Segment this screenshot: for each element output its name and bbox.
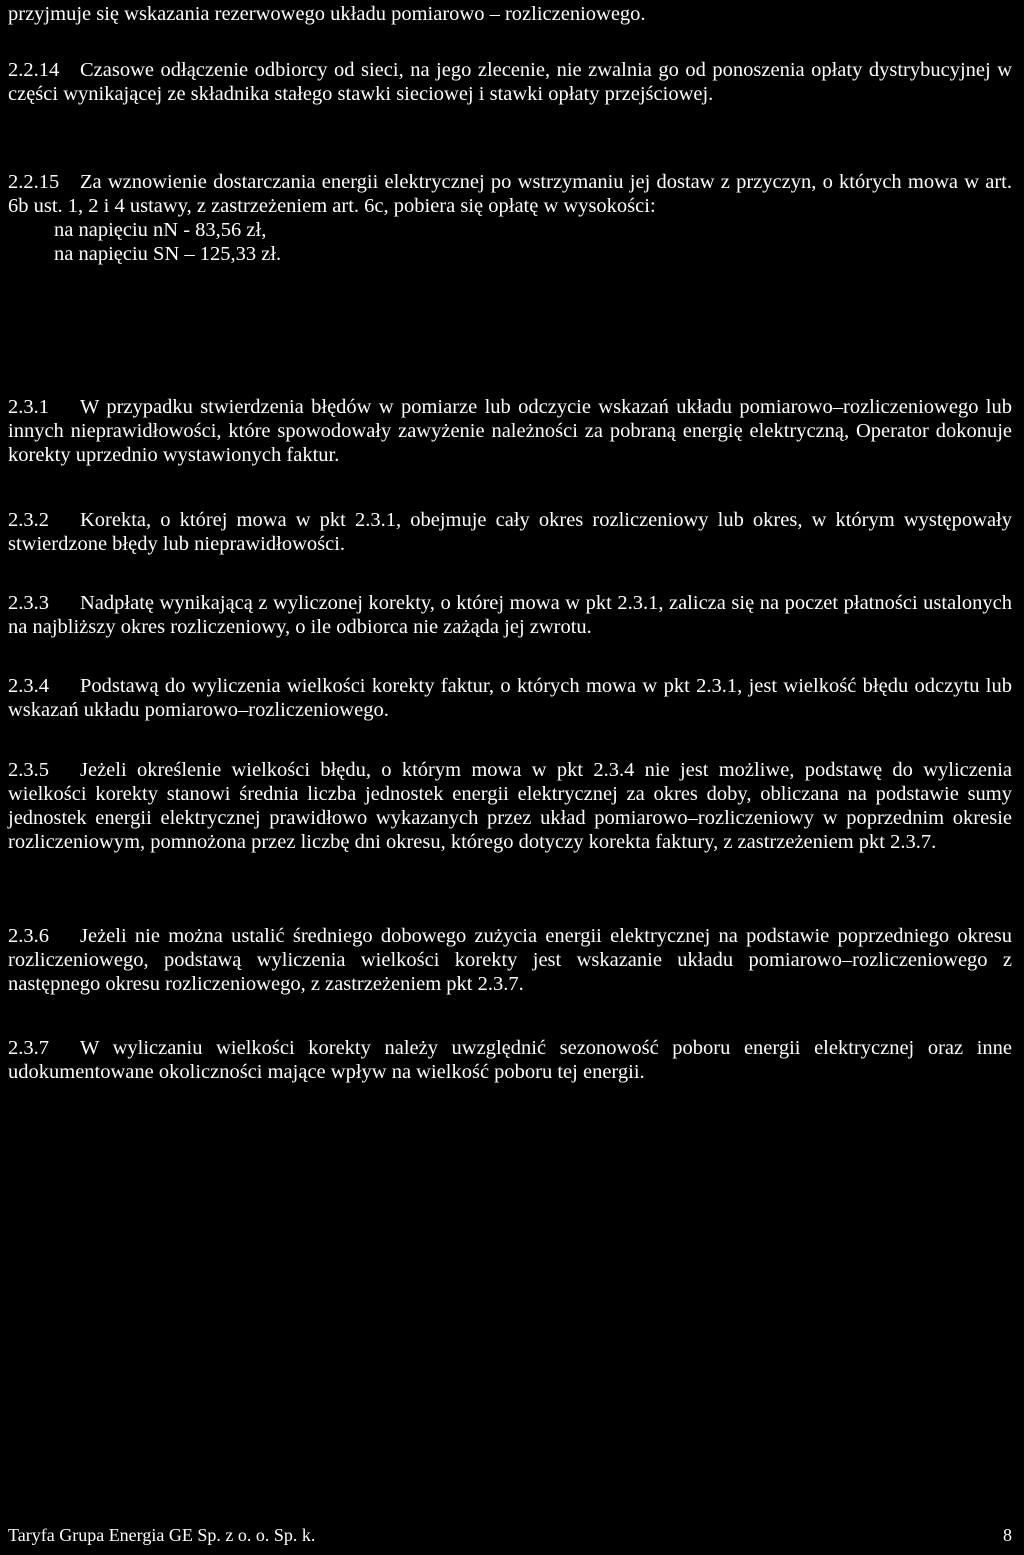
section-2-2-14 (8, 58, 1012, 106)
section-2-2-15 (8, 170, 1012, 266)
section-2-3-7 (8, 1036, 1012, 1084)
section-text: Podstawą do wyliczenia wielkości korekty faktur, o których mowa w pkt 2.3.1, jest wielkość błędu odczytu lub wskazań układu pomiarowo–rozliczeniowego. (8, 675, 1012, 721)
section-text: Korekta, o której mowa w pkt 2.3.1, obejmuje cały okres rozliczeniowy lub okres, w którym występowały stwierdzone błędy lub nieprawidłowości. (8, 509, 1012, 555)
section-2-3-1 (8, 395, 1012, 467)
section-number: 2.2.14 (8, 59, 60, 81)
section-2-3-3 (8, 591, 1012, 639)
section-number: 2.2.15 (8, 171, 60, 193)
section-number: 2.3.2 (8, 509, 49, 531)
section-2-3-2 (8, 508, 1012, 556)
page-number: 8 (1003, 1525, 1012, 1545)
section-number: 2.3.1 (8, 396, 49, 418)
section-text: W wyliczaniu wielkości korekty należy uwzględnić sezonowość poboru energii elektrycznej oraz inne udokumentowane okoliczności mające wpływ na wielkość poboru tej energii. (8, 1037, 1012, 1083)
section-text: W przypadku stwierdzenia błędów w pomiarze lub odczycie wskazań układu pomiarowo–rozliczeniowego lub innych nieprawidłowości, które spowodowały zawyżenie należności za pobraną energię elektryczną, Operator dokonuje korekty uprzednio wystawionych faktur. (8, 396, 1012, 466)
section-number: 2.3.4 (8, 675, 49, 697)
section-text: Jeżeli określenie wielkości błędu, o którym mowa w pkt 2.3.4 nie jest możliwe, podstawę do wyliczenia wielkości korekty stanowi średnia liczba jednostek energii elektrycznej za okres doby, obliczana na podstawie sumy jednostek energii elektrycznej prawidłowo wykazanych przez układ pomiarowo–rozliczeniowy w poprzednim okresie rozliczeniowym, pomnożona przez liczbę dni okresu, którego dotyczy korekta faktury, z zastrzeżeniem pkt 2.3.7. (8, 759, 1012, 853)
document-page (8, 0, 1012, 1555)
section-2-3-6 (8, 924, 1012, 996)
section-2-3-4 (8, 674, 1012, 722)
section-2-3-5 (8, 758, 1012, 854)
footer-title: Taryfa Grupa Energia GE Sp. z o. o. Sp. k. (8, 1525, 316, 1545)
intro-line: przyjmuje się wskazania rezerwowego układu pomiarowo – rozliczeniowego. (8, 3, 646, 25)
section-text: Jeżeli nie można ustalić średniego dobowego zużycia energii elektrycznej na podstawie poprzedniego okresu rozliczeniowego, podstawą wyliczenia wielkości korekty jest wskazanie układu pomiarowo–rozliczeniowego z następnego okresu rozliczeniowego, z zastrzeżeniem pkt 2.3.7. (8, 925, 1012, 995)
section-number: 2.3.3 (8, 592, 49, 614)
rate-item-nn: na napięciu nN - 83,56 zł, (54, 219, 267, 241)
page-footer (8, 1523, 1012, 1547)
section-text: Czasowe odłączenie odbiorcy od sieci, na jego zlecenie, nie zwalnia go od ponoszenia opłaty dystrybucyjnej w części wynikającej ze składnika stałego stawki sieciowej i stawki opłaty przejściowej. (8, 59, 1012, 105)
rate-item-sn: na napięciu SN – 125,33 zł. (54, 243, 282, 265)
section-text: Za wznowienie dostarczania energii elektrycznej po wstrzymaniu jej dostaw z przyczyn, o których mowa w art. 6b ust. 1, 2 i 4 ustawy, z zastrzeżeniem art. 6c, pobiera się opłatę w wysokości: (8, 171, 1012, 217)
section-text: Nadpłatę wynikającą z wyliczonej korekty, o której mowa w pkt 2.3.1, zalicza się na poczet płatności ustalonych na najbliższy okres rozliczeniowy, o ile odbiorca nie zażąda jej zwrotu. (8, 592, 1012, 638)
section-number: 2.3.7 (8, 1037, 49, 1059)
section-number: 2.3.6 (8, 925, 49, 947)
section-number: 2.3.5 (8, 759, 49, 781)
